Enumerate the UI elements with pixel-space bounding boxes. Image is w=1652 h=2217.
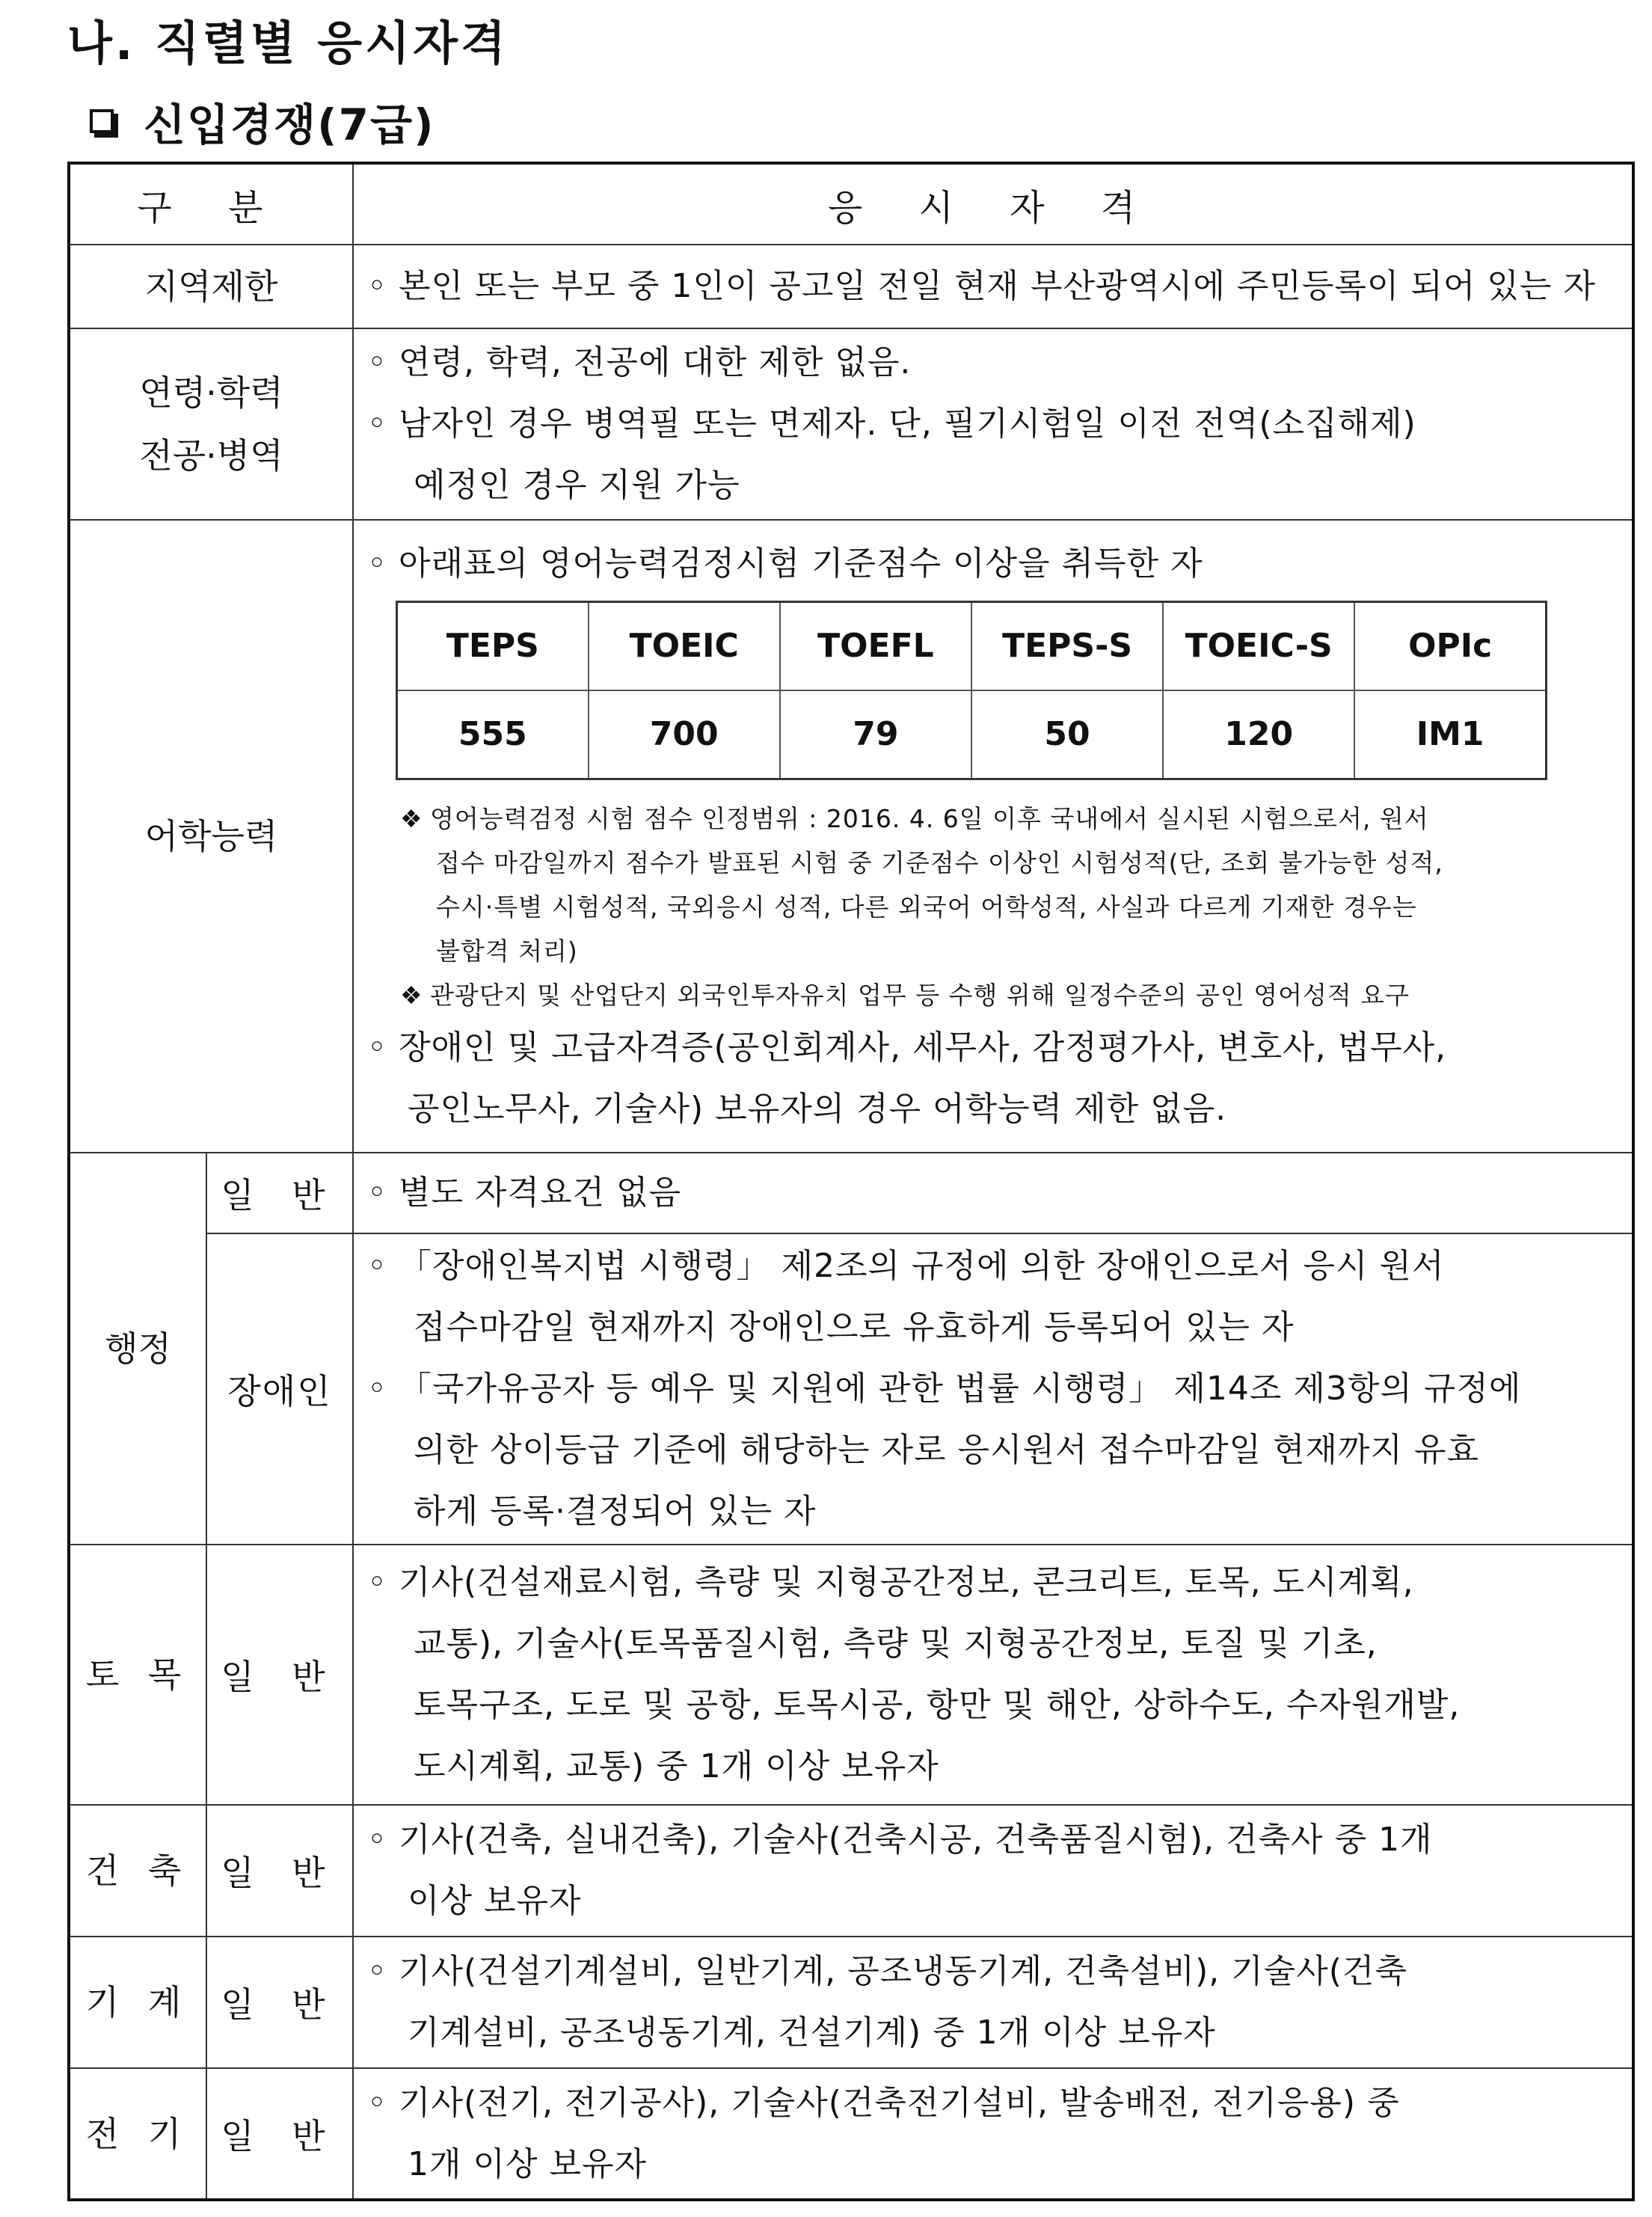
section-subheading bbox=[90, 90, 435, 153]
elec-sub-label: 일 반 bbox=[206, 2068, 353, 2200]
note1-line1 bbox=[367, 797, 1629, 841]
row-region bbox=[69, 245, 1633, 328]
disabled1-line1: ◦ 「장애인복지법 시행령」 제2조의 규정에 의한 장애인으로서 응시 원서 bbox=[367, 1247, 1445, 1285]
row-arch bbox=[69, 1805, 1633, 1937]
score-opic: IM1 bbox=[1354, 690, 1546, 779]
row-civil bbox=[69, 1545, 1633, 1805]
admin-disabled-content bbox=[353, 1233, 1633, 1545]
age-label bbox=[69, 328, 353, 520]
diamond-bullet-icon: ❖ bbox=[400, 980, 423, 1010]
row-elec bbox=[69, 2068, 1633, 2200]
admin-general-content bbox=[353, 1153, 1633, 1233]
elec-label: 전 기 bbox=[69, 2068, 206, 2200]
test-name-row bbox=[397, 601, 1547, 690]
score-toefl: 79 bbox=[780, 690, 971, 779]
region-text: ◦ 본인 또는 부모 중 1인이 공고일 전일 현재 부산광역시에 주민등록이 되어 있는 자 bbox=[367, 267, 1596, 305]
disabled2-line3: 하게 등록·결정되어 있는 자 bbox=[414, 1492, 817, 1530]
civil-line2: 교통), 기술사(토목품질시험, 측량 및 지형공간정보, 토질 및 기초, bbox=[414, 1625, 1378, 1663]
age-label-line1: 연령·학력 bbox=[139, 372, 283, 413]
test-score-row bbox=[397, 690, 1547, 779]
note1-line3: 수시·특별 시험성적, 국외응시 성적, 다른 외국어 어학성적, 사실과 다르게 기재한 경우는 bbox=[436, 892, 1417, 922]
note1-line2: 접수 마감일까지 점수가 발표된 시험 중 기준점수 이상인 시험성적(단, 조회 불가능한 성적, bbox=[436, 847, 1443, 877]
disabled2-line2: 의한 상이등급 기준에 해당하는 자로 응시원서 접수마감일 현재까지 유효 bbox=[414, 1431, 1480, 1469]
civil-line1: ◦ 기사(건설재료시험, 측량 및 지형공간정보, 콘크리트, 토목, 도시계획, bbox=[367, 1563, 1414, 1601]
note1-line1-text: 영어능력검정 시험 점수 인정범위 : 2016. 4. 6일 이후 국내에서 실시된 시험으로서, 원서 bbox=[430, 803, 1429, 833]
row-admin-general bbox=[69, 1153, 1633, 1233]
diamond-bullet-icon: ❖ bbox=[400, 803, 423, 833]
region-content bbox=[353, 245, 1633, 328]
region-label: 지역제한 bbox=[69, 245, 353, 328]
language-intro: ◦ 아래표의 영어능력검정시험 기준점수 이상을 취득한 자 bbox=[367, 544, 1203, 583]
mech-line2: 기계설비, 공조냉동기계, 건설기계) 중 1개 이상 보유자 bbox=[408, 2014, 1216, 2052]
language-notes bbox=[367, 797, 1629, 1017]
language-content bbox=[353, 520, 1633, 1153]
age-content bbox=[353, 328, 1633, 520]
admin-disabled-label: 장애인 bbox=[206, 1233, 353, 1545]
admin-general-label: 일 반 bbox=[206, 1153, 353, 1233]
language-label: 어학능력 bbox=[69, 520, 353, 1153]
row-age bbox=[69, 328, 1633, 520]
elec-line1: ◦ 기사(전기, 전기공사), 기술사(건축전기설비, 발송배전, 전기응용) 중 bbox=[367, 2083, 1400, 2122]
exempt-line2: 공인노무사, 기술사) 보유자의 경우 어학능력 제한 없음. bbox=[408, 1089, 1227, 1128]
score-teps-s: 50 bbox=[971, 690, 1163, 779]
mech-content bbox=[353, 1937, 1633, 2068]
row-language bbox=[69, 520, 1633, 1153]
mech-line1: ◦ 기사(건설기계설비, 일반기계, 공조냉동기계, 건축설비), 기술사(건축 bbox=[367, 1952, 1407, 1990]
score-toeic: 700 bbox=[589, 690, 780, 779]
test-toeic: TOEIC bbox=[589, 601, 780, 690]
age-line2: ◦ 남자인 경우 병역필 또는 면제자. 단, 필기시험일 이전 전역(소집해제) bbox=[367, 405, 1416, 443]
table-header-row bbox=[69, 163, 1633, 245]
age-line1: ◦ 연령, 학력, 전공에 대한 제한 없음. bbox=[367, 343, 912, 381]
test-toeic-s: TOEIC-S bbox=[1163, 601, 1354, 690]
note2-text: 관광단지 및 산업단지 외국인투자유치 업무 등 수행 위해 일정수준의 공인 영어성적 요구 bbox=[430, 980, 1410, 1010]
arch-content bbox=[353, 1805, 1633, 1937]
row-admin-disabled bbox=[69, 1233, 1633, 1545]
arch-label: 건 축 bbox=[69, 1805, 206, 1937]
score-toeic-s: 120 bbox=[1163, 690, 1354, 779]
header-category: 구 분 bbox=[69, 163, 353, 245]
civil-content bbox=[353, 1545, 1633, 1805]
test-teps-s: TEPS-S bbox=[971, 601, 1163, 690]
score-teps: 555 bbox=[397, 690, 589, 779]
test-toefl: TOEFL bbox=[780, 601, 971, 690]
civil-sub-label: 일 반 bbox=[206, 1545, 353, 1805]
header-qualification: 응 시 자 격 bbox=[353, 163, 1633, 245]
section-heading: 나. 직렬별 응시자격 bbox=[67, 16, 509, 70]
test-teps: TEPS bbox=[397, 601, 589, 690]
checkbox-bullet-icon bbox=[90, 109, 114, 133]
exempt-line1: ◦ 장애인 및 고급자격증(공인회계사, 세무사, 감정평가사, 변호사, 법무사, bbox=[367, 1028, 1447, 1067]
subheading-text: 신입경쟁(7급) bbox=[144, 99, 435, 150]
disabled1-line2: 접수마감일 현재까지 장애인으로 유효하게 등록되어 있는 자 bbox=[414, 1308, 1295, 1346]
note2 bbox=[367, 973, 1629, 1017]
note1-line4: 불합격 처리) bbox=[436, 936, 578, 966]
age-label-line2: 전공·병역 bbox=[139, 435, 283, 476]
civil-line4: 도시계획, 교통) 중 1개 이상 보유자 bbox=[414, 1747, 939, 1785]
arch-line1: ◦ 기사(건축, 실내건축), 기술사(건축시공, 건축품질시험), 건축사 중 1개 bbox=[367, 1821, 1433, 1859]
row-mech bbox=[69, 1937, 1633, 2068]
arch-sub-label: 일 반 bbox=[206, 1805, 353, 1937]
age-line3: 예정인 경우 지원 가능 bbox=[414, 466, 740, 504]
test-opic: OPIc bbox=[1354, 601, 1546, 690]
elec-line2: 1개 이상 보유자 bbox=[408, 2144, 647, 2183]
civil-line3: 토목구조, 도로 및 공항, 토목시공, 항만 및 해안, 상하수도, 수자원개발, bbox=[414, 1686, 1461, 1724]
admin-general-text: ◦ 별도 자격요건 없음 bbox=[367, 1174, 681, 1212]
admin-label: 행정 bbox=[69, 1153, 206, 1545]
eligibility-table bbox=[67, 162, 1635, 2201]
disabled2-line1: ◦ 「국가유공자 등 예우 및 지원에 관한 법률 시행령」 제14조 제3항의 규정에 bbox=[367, 1370, 1522, 1408]
mech-sub-label: 일 반 bbox=[206, 1937, 353, 2068]
mech-label: 기 계 bbox=[69, 1937, 206, 2068]
civil-label: 토 목 bbox=[69, 1545, 206, 1805]
elec-content bbox=[353, 2068, 1633, 2200]
language-score-table bbox=[396, 601, 1547, 780]
arch-line2: 이상 보유자 bbox=[408, 1882, 582, 1920]
